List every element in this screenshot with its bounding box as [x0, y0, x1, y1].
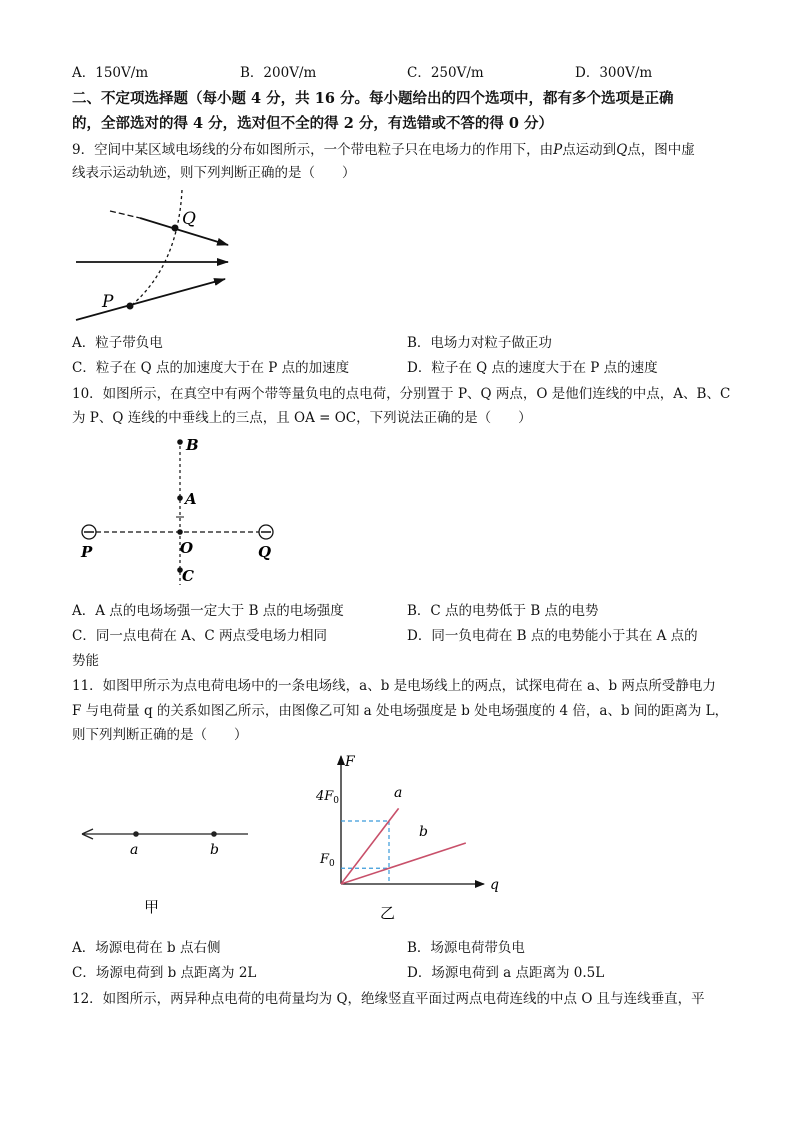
q10-charges-figure [70, 430, 285, 590]
caption-yi: 乙 [380, 904, 396, 922]
line-label-a: a [394, 785, 403, 801]
q9-option-d: D．粒子在 Q 点的速度大于在 P 点的速度 [407, 360, 658, 376]
q9-field-figure [70, 185, 245, 325]
q8-option-c: C．250V/m [407, 65, 484, 81]
caption-jia: 甲 [144, 898, 160, 916]
axis-label-q: q [490, 877, 499, 893]
section2-header-line2: 的，全部选对的得 4 分，选对但不全的得 2 分，有选错或不答的得 0 分） [72, 115, 554, 132]
q9-stem-line2: 线表示运动轨迹，则下列判断正确的是（ ） [72, 165, 356, 181]
label-q: Q [258, 543, 272, 561]
tick-4f0: $4F_0$ [316, 789, 340, 806]
q8-option-b: B．200V/m [240, 65, 317, 81]
series-line-a [341, 808, 399, 884]
q10-option-d: D．同一负电荷在 B 点的电势能小于其在 A 点的 [407, 628, 698, 644]
q10-option-b: B．C 点的电势低于 B 点的电势 [407, 603, 599, 619]
q10-stem-line1: 10．如图所示，在真空中有两个带等量负电的点电荷，分别置于 P、Q 两点，O 是他们连线的中点，A、B、C [72, 386, 731, 402]
point-a-dot [133, 831, 139, 837]
q10-option-c: C．同一点电荷在 A、C 两点受电场力相同 [72, 628, 327, 644]
label-a: A [185, 490, 197, 508]
label-q: Q [182, 209, 196, 229]
series-line-b [341, 843, 466, 884]
point-b-dot [177, 439, 183, 445]
q11-figure-jia [78, 820, 253, 920]
axis-label-f: F [345, 754, 355, 770]
q11-option-b: B．场源电荷带负电 [407, 940, 525, 956]
point-p-dot [127, 303, 134, 310]
label-p: P [81, 543, 93, 561]
label-b: B [186, 436, 199, 454]
q11-option-c: C．场源电荷到 b 点距离为 2L [72, 965, 257, 981]
charge-p [82, 525, 96, 539]
q10-stem-line2: 为 P、Q 连线的中垂线上的三点，且 OA = OC，下列说法正确的是（ ） [72, 410, 532, 426]
point-b-dot [211, 831, 217, 837]
section2-header-line1: 二、不定项选择题（每小题 4 分，共 16 分。每小题给出的四个选项中，都有多个选项是正确 [72, 90, 674, 107]
point-q-dot [172, 225, 179, 232]
q10-option-a: A．A 点的电场场强一定大于 B 点的电场强度 [72, 603, 344, 619]
q9-option-c: C．粒子在 Q 点的加速度大于在 P 点的加速度 [72, 360, 350, 376]
label-c: C [182, 567, 194, 585]
q11-stem-line1: 11．如图甲所示为点电荷电场中的一条电场线，a、b 是电场线上的两点，试探电荷在 a、b 两点所受静电力 [72, 678, 716, 694]
q10-option-d-continued: 势能 [72, 653, 99, 669]
q11-option-a: A．场源电荷在 b 点右侧 [72, 940, 221, 956]
q11-stem-line2: F 与电荷量 q 的关系如图乙所示，由图像乙可知 a 处电场强度是 b 处电场强度的 4 倍，a、b 间的距离为 L， [72, 703, 729, 719]
q11-stem-line3: 则下列判断正确的是（ ） [72, 727, 248, 743]
field-line-bottom [76, 279, 225, 320]
label-a: a [130, 842, 139, 858]
charge-q [259, 525, 273, 539]
q9-stem-line1: 9．空间中某区域电场线的分布如图所示，一个带电粒子只在电场力的作用下，由P点运动到Q点，图中虚 [72, 142, 695, 158]
label-o: O [180, 539, 194, 557]
q11-chart-yi [306, 750, 506, 925]
trajectory-dashed [132, 190, 182, 305]
q8-option-a: A．150V/m [72, 65, 149, 81]
q11-option-d: D．场源电荷到 a 点距离为 0.5L [407, 965, 605, 981]
label-b: b [210, 842, 219, 858]
q9-option-b: B．电场力对粒子做正功 [407, 335, 552, 351]
q8-option-d: D．300V/m [575, 65, 653, 81]
label-p: P [102, 292, 114, 312]
field-line-top-dashed [110, 211, 140, 218]
point-a-dot [177, 495, 183, 501]
point-o-dot [177, 529, 183, 535]
line-label-b: b [419, 824, 428, 840]
q9-option-a: A．粒子带负电 [72, 335, 163, 351]
q12-stem-line1: 12．如图所示，两异种点电荷的电荷量均为 Q，绝缘竖直平面过两点电荷连线的中点 O 且与连线垂直，平 [72, 991, 705, 1007]
tick-f0: $F_0$ [320, 852, 335, 869]
